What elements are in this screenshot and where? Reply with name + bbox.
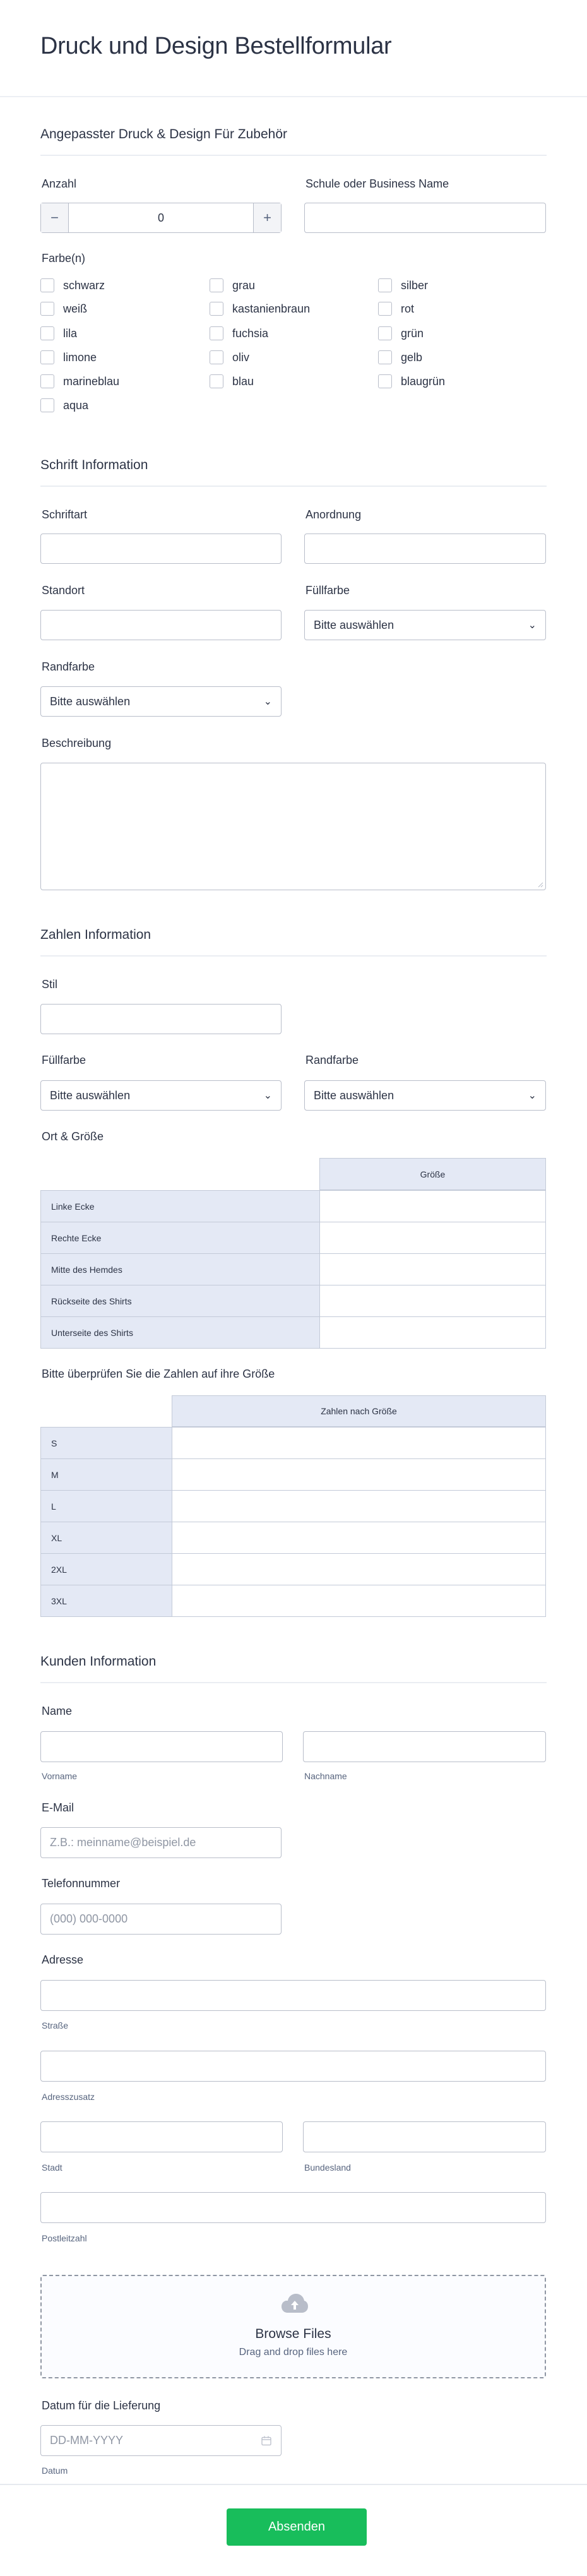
section-title-customer: Kunden Information	[40, 1654, 157, 1669]
checkbox-label: grau	[232, 279, 256, 292]
quantity-stepper	[40, 203, 282, 233]
checkbox-black[interactable]	[40, 278, 54, 292]
colors-label: Farbe(n)	[42, 252, 86, 265]
zip-input[interactable]	[40, 2192, 546, 2223]
checkbox-label: blaugrün	[401, 375, 446, 388]
description-label: Beschreibung	[42, 737, 112, 749]
checkbox-white[interactable]	[40, 302, 54, 316]
table-cell[interactable]	[172, 1427, 546, 1459]
table-cell[interactable]	[319, 1222, 546, 1254]
checkbox-red[interactable]	[378, 302, 392, 316]
checkbox-label: oliv	[232, 351, 250, 364]
table-row-header: Rechte Ecke	[40, 1222, 320, 1254]
color-checkbox-grid	[40, 278, 558, 424]
plus-button[interactable]: +	[253, 203, 281, 232]
email-label: E-Mail	[42, 1801, 74, 1814]
font-input[interactable]	[40, 534, 282, 564]
state-input[interactable]	[303, 2121, 546, 2152]
style-label: Stil	[42, 978, 58, 991]
minus-button[interactable]: −	[41, 203, 69, 232]
table-cell[interactable]	[172, 1585, 546, 1617]
email-placeholder: Z.B.: meinname@beispiel.de	[50, 1836, 196, 1849]
checkbox-label: gelb	[401, 351, 423, 364]
style-input[interactable]	[40, 1004, 282, 1034]
table-cell[interactable]	[172, 1522, 546, 1554]
quantity-label: Anzahl	[42, 177, 77, 190]
header-divider	[0, 96, 587, 97]
select-value: Bitte auswählen	[50, 1088, 131, 1102]
table-cell[interactable]	[319, 1190, 546, 1222]
city-sublabel: Stadt	[42, 2162, 62, 2173]
zip-sublabel: Postleitzahl	[42, 2233, 87, 2243]
phone-placeholder: (000) 000-0000	[50, 1912, 128, 1925]
resize-handle-icon[interactable]	[537, 881, 543, 888]
school-name-input[interactable]	[304, 203, 546, 233]
checkbox-label: rot	[401, 302, 415, 315]
city-input[interactable]	[40, 2121, 283, 2152]
place-size-label: Ort & Größe	[42, 1130, 104, 1143]
table-row-header: S	[40, 1427, 172, 1459]
border-color-select[interactable]	[40, 686, 282, 717]
table-column-header: Größe	[319, 1158, 546, 1190]
school-name-label: Schule oder Business Name	[305, 177, 449, 190]
first-name-sublabel: Vorname	[42, 1771, 78, 1781]
date-sublabel: Datum	[42, 2466, 68, 2476]
chevron-down-icon: ⌄	[263, 1090, 272, 1101]
checkbox-yellow[interactable]	[378, 350, 392, 364]
checkbox-teal[interactable]	[378, 374, 392, 388]
checkbox-silver[interactable]	[378, 278, 392, 292]
checkbox-label: fuchsia	[232, 327, 269, 340]
calendar-icon[interactable]	[261, 2435, 272, 2447]
section-title-font: Schrift Information	[40, 458, 148, 472]
table-row-header: M	[40, 1458, 172, 1491]
arrangement-input[interactable]	[304, 534, 546, 564]
form-title: Druck und Design Bestellformular	[40, 33, 392, 59]
quantity-input[interactable]: 0	[157, 211, 164, 224]
table-row-header: Mitte des Hemdes	[40, 1253, 320, 1285]
table-row-header: 2XL	[40, 1553, 172, 1585]
chevron-down-icon: ⌄	[263, 696, 272, 707]
file-upload-dropzone[interactable]	[40, 2275, 546, 2378]
table-row-header: Linke Ecke	[40, 1190, 320, 1222]
numbers-fill-color-label: Füllfarbe	[42, 1054, 86, 1066]
section-divider	[40, 1682, 547, 1683]
checkbox-label: marineblau	[63, 375, 120, 388]
table-row-header: XL	[40, 1522, 172, 1554]
table-cell[interactable]	[319, 1316, 546, 1349]
border-color-label: Randfarbe	[42, 660, 95, 673]
footer-divider	[0, 2484, 587, 2485]
description-textarea[interactable]	[40, 763, 546, 890]
checkbox-lime[interactable]	[40, 350, 54, 364]
checkbox-fuchsia[interactable]	[210, 326, 223, 340]
checkbox-purple[interactable]	[40, 326, 54, 340]
street-sublabel: Straße	[42, 2020, 69, 2030]
checkbox-label: weiß	[63, 302, 88, 315]
last-name-input[interactable]	[303, 1731, 546, 1762]
font-label: Schriftart	[42, 508, 88, 521]
table-row-header: Rückseite des Shirts	[40, 1285, 320, 1317]
numbers-fill-color-select[interactable]	[40, 1080, 282, 1111]
table-row-header: L	[40, 1490, 172, 1522]
check-numbers-label: Bitte überprüfen Sie die Zahlen auf ihre Größe	[42, 1368, 275, 1380]
section-title-numbers: Zahlen Information	[40, 927, 151, 942]
checkbox-olive[interactable]	[210, 350, 223, 364]
delivery-date-label: Datum für die Lieferung	[42, 2399, 161, 2412]
select-value: Bitte auswählen	[50, 695, 131, 708]
checkbox-label: blau	[232, 375, 254, 388]
address-line2-sublabel: Adresszusatz	[42, 2092, 95, 2102]
checkbox-label: lila	[63, 327, 78, 340]
phone-input[interactable]	[40, 1904, 282, 1935]
chevron-down-icon: ⌄	[528, 620, 537, 631]
section-divider	[40, 955, 547, 957]
checkbox-label: grün	[401, 327, 424, 340]
arrangement-label: Anordnung	[305, 508, 362, 521]
numbers-border-color-select[interactable]	[304, 1080, 546, 1111]
date-placeholder: DD-MM-YYYY	[50, 2434, 123, 2447]
checkbox-label: limone	[63, 351, 97, 364]
email-input[interactable]	[40, 1827, 282, 1858]
numbers-border-color-label: Randfarbe	[305, 1054, 359, 1066]
checkbox-grey[interactable]	[210, 278, 223, 292]
table-cell[interactable]	[172, 1458, 546, 1491]
checkbox-navy[interactable]	[40, 374, 54, 388]
table-row-header: Unterseite des Shirts	[40, 1316, 320, 1349]
select-value: Bitte auswählen	[314, 618, 394, 631]
name-label: Name	[42, 1705, 73, 1717]
checkbox-label: kastanienbraun	[232, 302, 311, 315]
phone-label: Telefonnummer	[42, 1877, 121, 1890]
table-cell[interactable]	[172, 1553, 546, 1585]
address-label: Adresse	[42, 1953, 84, 1966]
cloud-upload-icon	[281, 2293, 309, 2315]
submit-button[interactable]: Absenden	[227, 2508, 367, 2546]
section-divider	[40, 155, 547, 156]
table-cell[interactable]	[319, 1253, 546, 1285]
checkbox-label: silber	[401, 279, 429, 292]
first-name-input[interactable]	[40, 1731, 283, 1762]
section-divider	[40, 486, 547, 487]
last-name-sublabel: Nachname	[304, 1771, 347, 1781]
street-input[interactable]	[40, 1980, 546, 2011]
location-label: Standort	[42, 584, 85, 597]
state-sublabel: Bundesland	[304, 2162, 351, 2173]
table-cell[interactable]	[172, 1490, 546, 1522]
table-column-header: Zahlen nach Größe	[172, 1395, 546, 1427]
table-row-header: 3XL	[40, 1585, 172, 1617]
fill-color-label: Füllfarbe	[305, 584, 350, 597]
address-line2-input[interactable]	[40, 2051, 546, 2082]
section-title-print: Angepasster Druck & Design Für Zubehör	[40, 127, 288, 141]
chevron-down-icon: ⌄	[528, 1090, 537, 1101]
select-value: Bitte auswählen	[314, 1088, 394, 1102]
checkbox-label: schwarz	[63, 279, 105, 292]
checkbox-aqua[interactable]	[40, 398, 54, 412]
table-cell[interactable]	[319, 1285, 546, 1317]
checkbox-maroon[interactable]	[210, 302, 223, 316]
checkbox-green[interactable]	[378, 326, 392, 340]
delivery-date-input[interactable]	[40, 2425, 282, 2456]
browse-files-label[interactable]: Browse Files	[255, 2327, 331, 2341]
drag-drop-hint: Drag and drop files here	[239, 2347, 348, 2358]
fill-color-select[interactable]	[304, 610, 546, 640]
location-input[interactable]	[40, 610, 282, 640]
checkbox-blue[interactable]	[210, 374, 223, 388]
checkbox-label: aqua	[63, 399, 89, 412]
